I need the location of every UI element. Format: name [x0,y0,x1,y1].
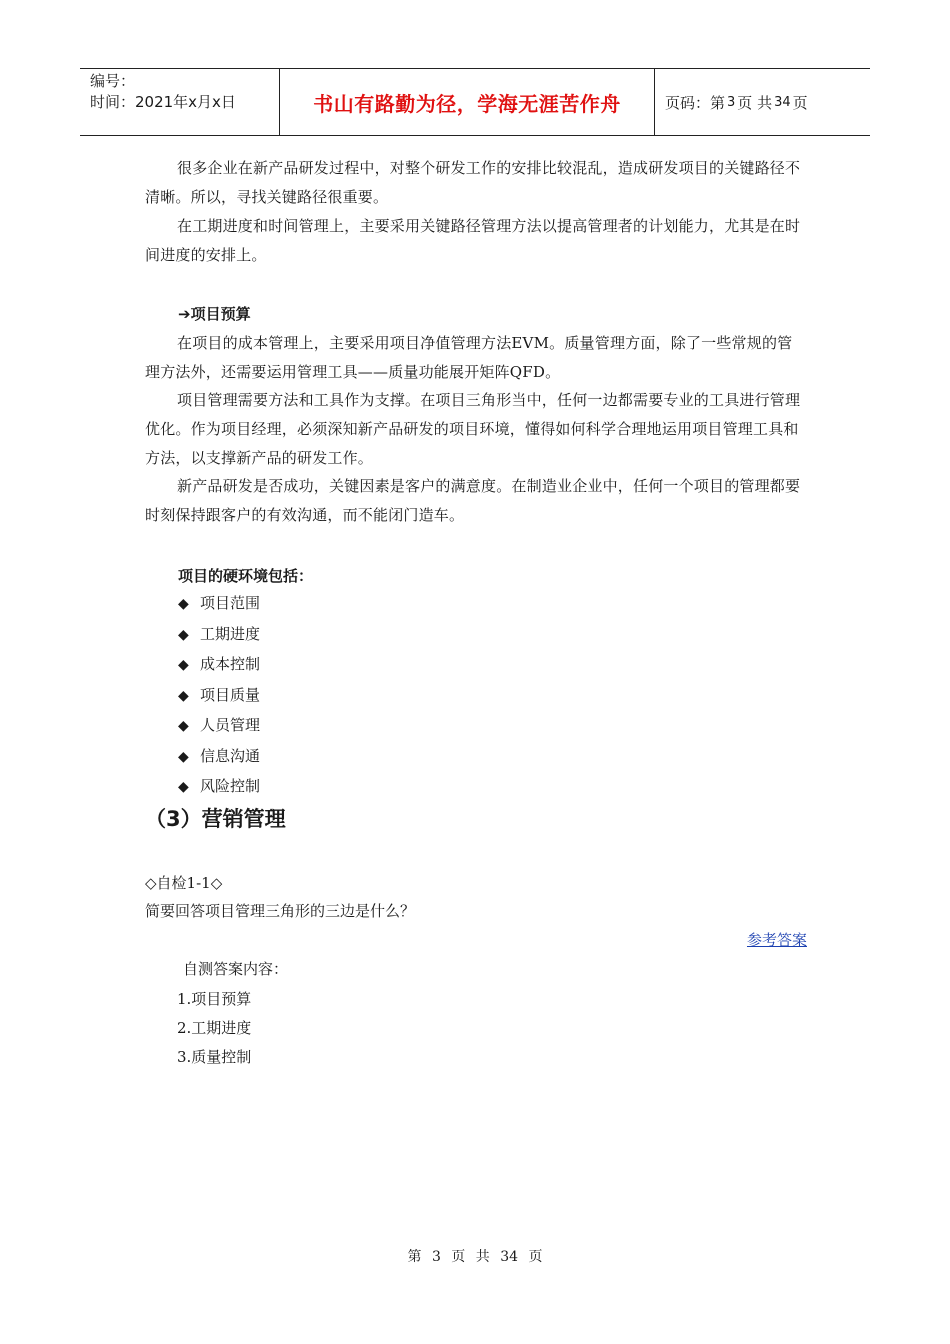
page-total: 34 [774,94,791,110]
paragraph-cost: 在项目的成本管理上，主要采用项目净值管理方法EVM。质量管理方面，除了一些常规的管理方法外，还需要运用管理工具——质量功能展开矩阵QFD。 [145,334,793,381]
list-item: ◆ 成本控制 [178,649,260,680]
question-text: 简要回答项目管理三角形的三边是什么？ [145,902,416,920]
paragraph-critical-path: 很多企业在新产品研发过程中，对整个研发工作的安排比较混乱，造成研发项目的关键路径不清晰。所以，寻找关键路径很重要。 [145,159,801,206]
list-item: ◆ 工期进度 [178,619,260,650]
answer-item: 1.项目预算 [177,990,252,1008]
answer-label: 自测答案内容： [183,960,289,978]
arrow-right-icon: ➔ [178,305,191,323]
header-page-info [655,69,870,135]
diamond-bullet-icon: ◆ [178,657,189,673]
diamond-bullet-icon: ◆ [178,687,189,704]
page-prefix: 页码：第 [665,93,726,112]
diamond-bullet-icon: ◆ [178,748,189,765]
page-mid: 页 共 [737,93,773,112]
list-item: ◆ 项目范围 [178,588,260,619]
paragraph-tools: 项目管理需要方法和工具作为支撑。在项目三角形当中，任何一边都需要专业的工具进行管理优化。作为项目经理，必须深知新产品研发的项目环境，懂得如何科学合理地运用项目管理工具和方法，以支撑新产品的研发工作。 [145,391,801,467]
answer-item: 3.质量控制 [177,1048,252,1066]
time-label: 时间：2021年x月x日 [90,93,236,111]
paragraph-customer: 新产品研发是否成功，关键因素是客户的满意度。在制造业企业中，任何一个项目的管理都要时刻保持跟客户的有效沟通，而不能闭门造车。 [145,477,801,524]
header-motto: 书山有路勤为径，学海无涯苦作舟 [280,69,655,135]
env-list [178,588,260,802]
diamond-bullet-icon: ◆ [178,626,189,643]
section-title: （3）营销管理 [145,807,286,831]
answer-item: 2.工期进度 [177,1019,252,1037]
list-item: ◆ 风险控制 [178,771,260,802]
env-heading: 项目的硬环境包括： [178,567,314,585]
page-header [80,68,870,136]
page-footer: 第 3 页 共 34 页 [407,1249,543,1265]
diamond-bullet-icon: ◆ [178,718,189,734]
paragraph-schedule: 在工期进度和时间管理上，主要采用关键路径管理方法以提高管理者的计划能力，尤其是在时间进度的安排上。 [145,217,801,264]
list-item: ◆ 项目质量 [178,680,260,711]
list-item: ◆ 信息沟通 [178,741,260,772]
diamond-bullet-icon: ◆ [178,596,189,612]
self-check-label: ◇自检1-1◇ [145,874,223,892]
answer-link[interactable]: 参考答案 [746,931,807,949]
serial-label: 编号： [90,72,136,90]
header-meta [80,69,280,135]
list-item: ◆ 人员管理 [178,710,260,741]
budget-heading: ➔项目预算 [178,305,251,323]
page-suffix: 页 [792,93,808,112]
diamond-bullet-icon: ◆ [178,779,189,795]
page-number: 3 [727,94,736,110]
